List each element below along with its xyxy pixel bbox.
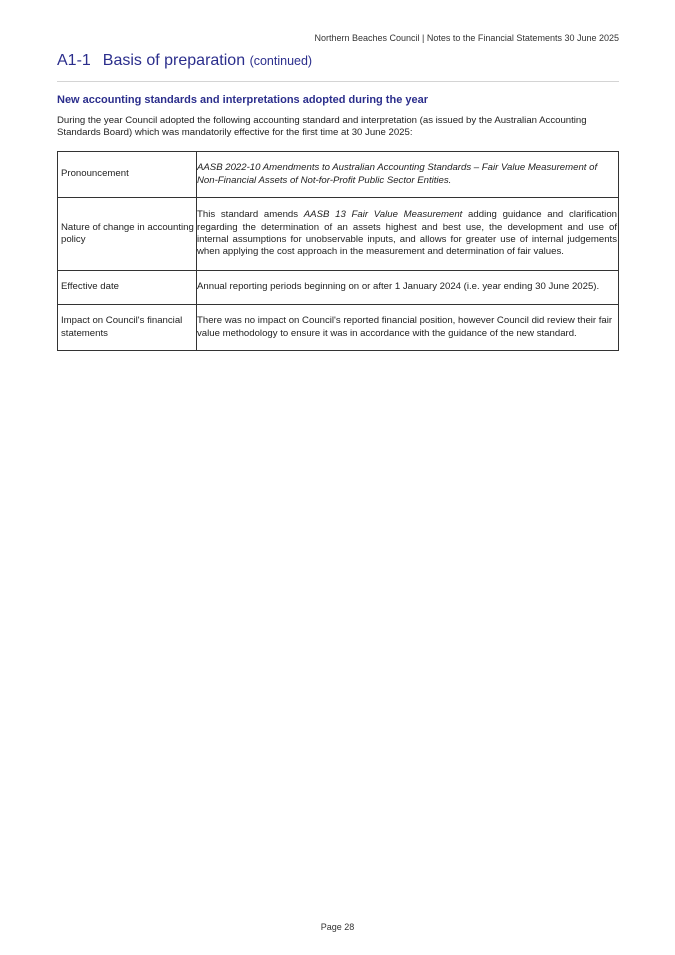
table-row [58, 152, 619, 198]
impact-value: There was no impact on Council's reported financial position, however Council did review their fair value methodology to ensure it was in accordance with the guidance of the new standard. [197, 305, 619, 351]
effective-date-value: Annual reporting periods beginning on or after 1 January 2024 (i.e. year ending 30 June 2025). [197, 271, 619, 305]
nature-text-post: adding guidance and clarification regarding the determination of an assets highest and best use, the development and use of internal assumptions for unobservable inputs, and allows for greater use of internal judgements when applying the cost approach in the measurement and determination of fair values. [197, 209, 617, 258]
section-number: A1-1 [57, 52, 91, 69]
table-row [58, 198, 619, 271]
subheading: New accounting standards and interpretations adopted during the year [57, 94, 428, 106]
section-title [57, 52, 312, 70]
page-number: Page 28 [320, 922, 355, 932]
table-row [58, 271, 619, 305]
impact-label: Impact on Council's financial statements [58, 305, 197, 351]
nature-label: Nature of change in accounting policy [58, 198, 197, 271]
table-row [58, 305, 619, 351]
section-title-text: Basis of preparation [102, 52, 246, 69]
nature-text-pre: This standard amends [197, 209, 304, 221]
effective-date-label: Effective date [58, 271, 197, 305]
pronouncement-text: AASB 2022-10 Amendments to Australian Accounting Standards – Fair Value Measurement of Non-Financial Assets of Not-for-Profit Public Sector Entities. [197, 162, 598, 186]
title-divider [57, 81, 619, 82]
pronouncement-label: Pronouncement [58, 152, 197, 198]
nature-value [197, 198, 619, 271]
standards-table [57, 151, 619, 351]
page-header: Northern Beaches Council | Notes to the Financial Statements 30 June 2025 [314, 33, 619, 43]
intro-paragraph: During the year Council adopted the following accounting standard and interpretation (as issued by the Australian Accounting Standards Board) which was mandatorily effective for the first time at 30 June 2025: [57, 115, 587, 139]
nature-standard-ref: AASB 13 Fair Value Measurement [303, 209, 463, 221]
section-continued: (continued) [249, 54, 313, 68]
pronouncement-value [197, 152, 619, 198]
